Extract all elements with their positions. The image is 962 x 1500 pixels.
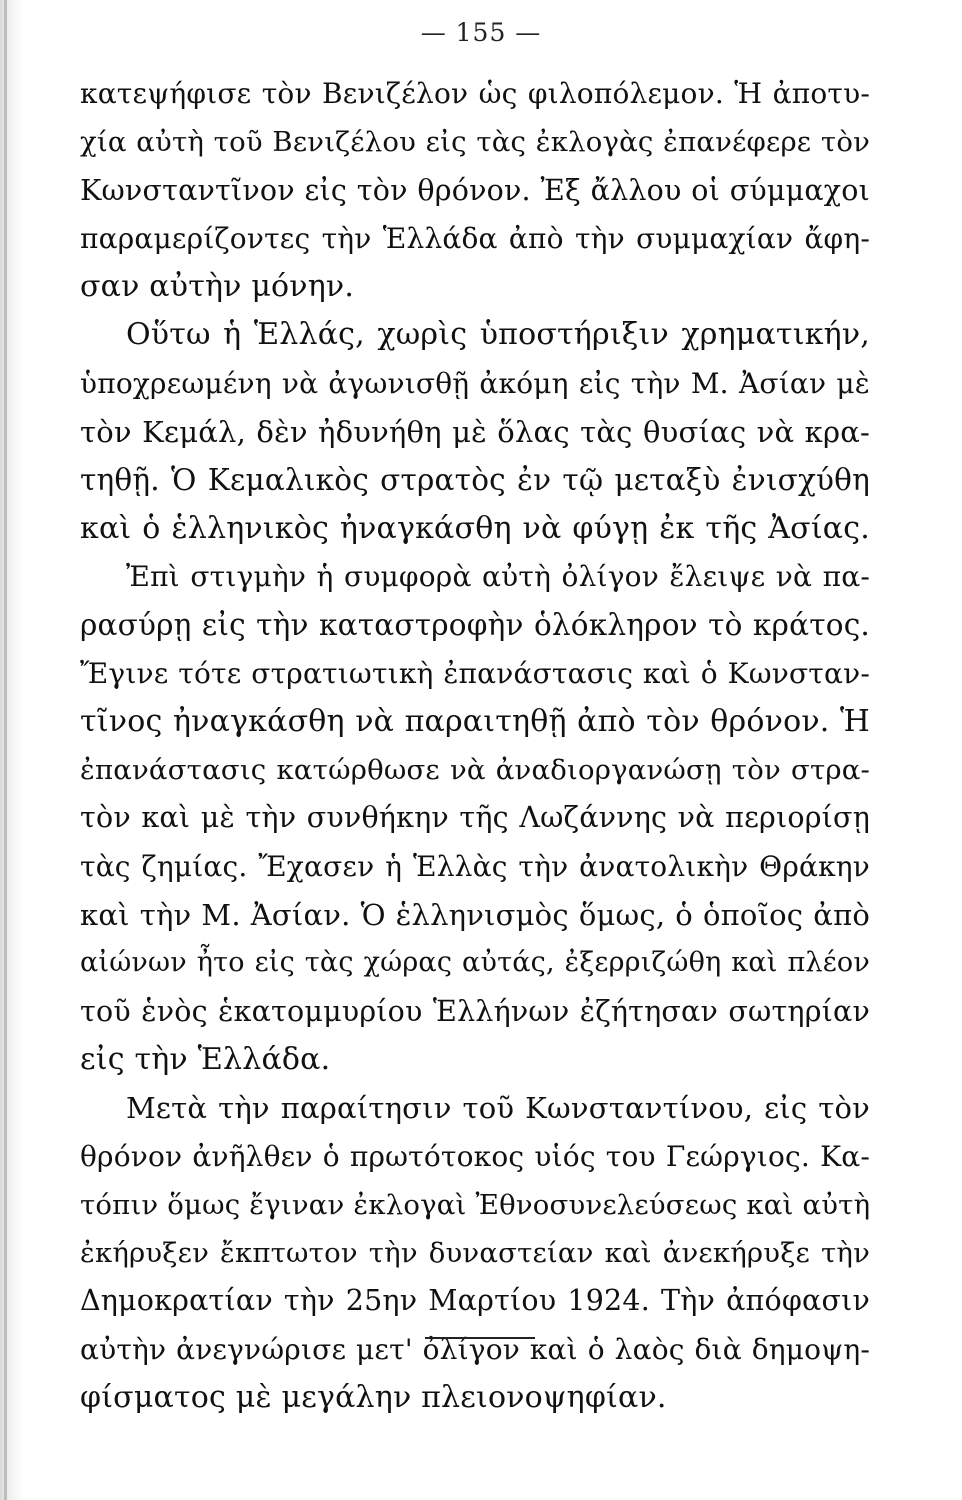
text-line: τῖνος ἠναγκάσθη νὰ παραιτηθῇ ἀπὸ τὸν θρόνον. Ἡ xyxy=(80,703,870,739)
page-number: — 155 — xyxy=(420,18,542,47)
page-binding-edge xyxy=(4,0,7,1500)
text-line: τοῦ ἑνὸς ἑκατομμυρίου Ἑλλήνων ἐζήτησαν σωτηρίαν xyxy=(80,994,870,1028)
text-line: τὰς ζημίας. Ἔχασεν ἡ Ἑλλὰς τὴν ἀνατολικὴν Θράκην xyxy=(80,849,870,883)
text-line: τὸν Κεμάλ, δὲν ἠδυνήθη μὲ ὅλας τὰς θυσίας νὰ κρα- xyxy=(80,415,870,450)
text-line: αἰώνων ἦτο εἰς τὰς χώρας αὐτάς, ἐξερριζώθη καὶ πλέον xyxy=(80,947,870,979)
text-line: Μετὰ τὴν παραίτησιν τοῦ Κωνσταντίνου, εἰς τὸν xyxy=(126,1091,870,1126)
body-text xyxy=(80,70,870,1422)
text-line: χία αὐτὴ τοῦ Βενιζέλου εἰς τὰς ἐκλογὰς ἐπανέφερε τὸν xyxy=(80,126,870,159)
text-line: Δημοκρατίαν τὴν 25ην Μαρτίου 1924. Τὴν ἀπόφασιν xyxy=(80,1284,870,1318)
text-line: Κωνσταντῖνον εἰς τὸν θρόνον. Ἐξ ἄλλου οἱ σύμμαχοι xyxy=(80,173,870,207)
text-line: καὶ τὴν Μ. Ἀσίαν. Ὁ ἑλληνισμὸς ὅμως, ὁ ὁποῖος ἀπὸ xyxy=(80,898,870,933)
text-line: αὐτὴν ἀνεγνώρισε μετ' ὀλίγον καὶ ὁ λαὸς διὰ δημοψη- xyxy=(80,1332,870,1366)
text-line: παραμερίζοντες τὴν Ἑλλάδα ἀπὸ τὴν συμμαχίαν ἄφη- xyxy=(80,221,870,255)
text-line: ἐκήρυξεν ἔκπτωτον τὴν δυναστείαν καὶ ἀνεκήρυξε τὴν xyxy=(80,1237,870,1270)
text-line: τηθῇ. Ὁ Κεμαλικὸς στρατὸς ἐν τῷ μεταξὺ ἐνισχύθη xyxy=(80,463,870,498)
text-line: θρόνον ἀνῆλθεν ὁ πρωτότοκος υἱός του Γεώργιος. Κα- xyxy=(80,1139,870,1173)
text-line: φίσματος μὲ μεγάλην πλειονοψηφίαν. xyxy=(80,1380,667,1416)
text-line: ρασύρῃ εἰς τὴν καταστροφὴν ὁλόκληρον τὸ κράτος. xyxy=(80,608,870,643)
text-line: ὑποχρεωμένη νὰ ἀγωνισθῇ ἀκόμη εἰς τὴν Μ. Ἀσίαν μὲ xyxy=(80,366,870,400)
text-line: κατεψήφισε τὸν Βενιζέλον ὡς φιλοπόλεμον. Ἡ ἀποτυ- xyxy=(80,77,870,110)
text-line: Ἐπὶ στιγμὴν ἡ συμφορὰ αὐτὴ ὀλίγον ἔλειψε νὰ πα- xyxy=(126,559,870,593)
text-line: τόπιν ὅμως ἔγιναν ἐκλογαὶ Ἐθνοσυνελεύσεως καὶ αὐτὴ xyxy=(80,1188,871,1221)
text-line: σαν αὐτὴν μόνην. xyxy=(80,269,355,305)
text-line: καὶ ὁ ἑλληνικὸς ἠναγκάσθη νὰ φύγῃ ἐκ τῆς Ἀσίας. xyxy=(80,510,870,546)
text-line: τὸν καὶ μὲ τὴν συνθήκην τῆς Λωζάννης νὰ περιορίσῃ xyxy=(80,801,870,835)
text-line: εἰς τὴν Ἑλλάδα. xyxy=(80,1041,331,1077)
text-line: Οὕτω ἡ Ἑλλάς, χωρὶς ὑποστήριξιν χρηματικήν, xyxy=(126,317,870,353)
text-line: ἐπανάστασις κατώρθωσε νὰ ἀναδιοργανώσῃ τὸν στρα- xyxy=(80,754,870,787)
text-line: Ἔγινε τότε στρατιωτικὴ ἐπανάστασις καὶ ὁ Κωνσταν- xyxy=(80,656,870,690)
end-rule xyxy=(425,1337,535,1339)
